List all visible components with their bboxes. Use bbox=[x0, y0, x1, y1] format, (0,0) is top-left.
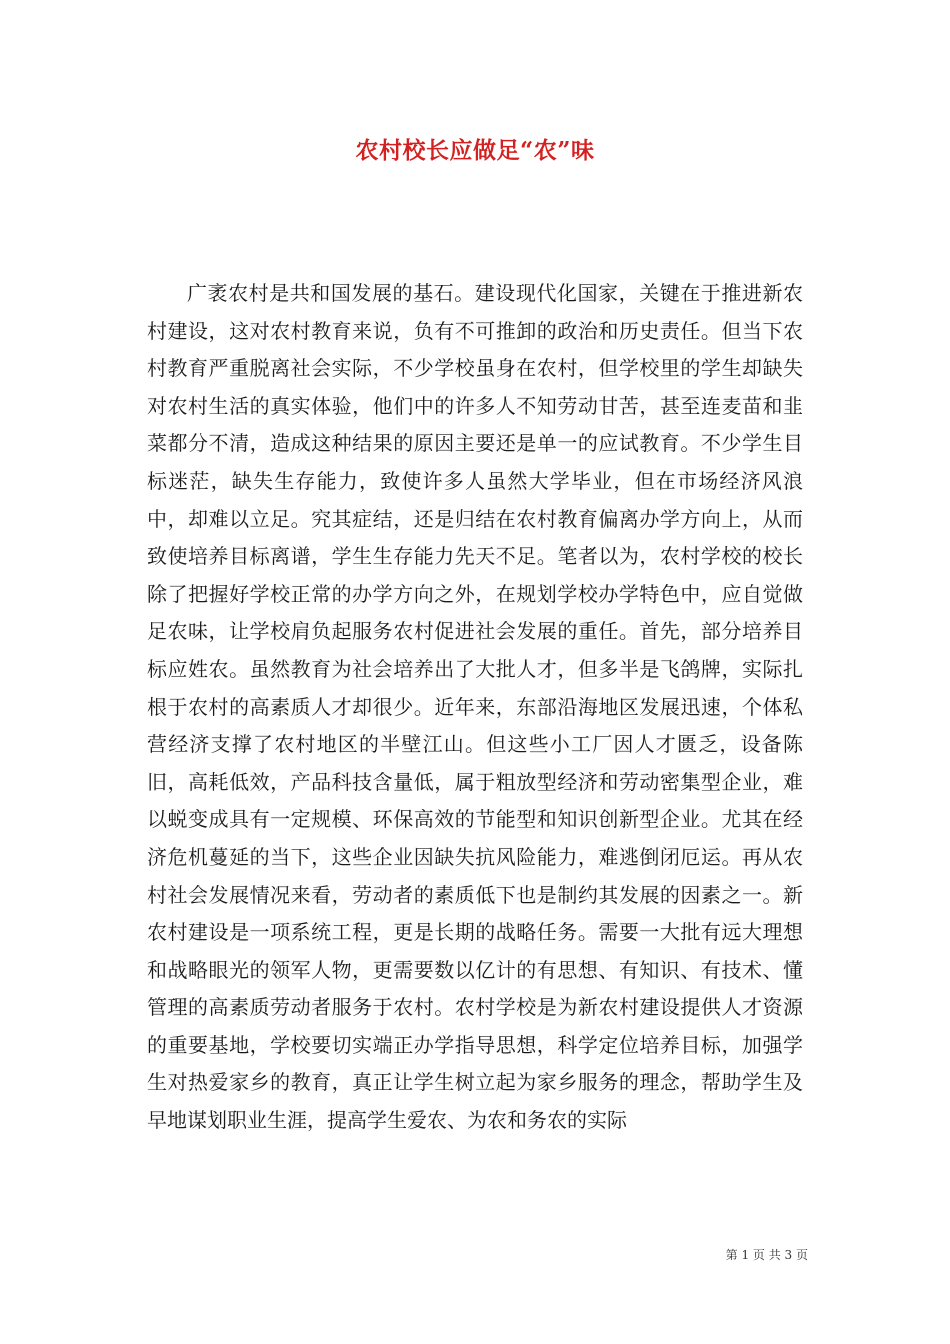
page-number-footer: 第 1 页 共 3 页 bbox=[725, 1248, 808, 1262]
document-body-paragraph: 广袤农村是共和国发展的基石。建设现代化国家，关键在于推进新农村建设，这对农村教育来说，负有不可推卸的政治和历史责任。但当下农村教育严重脱离社会实际，不少学校虽身在农村，但学校里的学生却缺失对农村生活的真实体验，他们中的许多人不知劳动甘苦，甚至连麦苗和韭菜都分不清，造成这种结果的原因主要还是单一的应试教育。不少学生目标迷茫，缺失生存能力，致使许多人虽然大学毕业，但在市场经济风浪中，却难以立足。究其症结，还是归结在农村教育偏离办学方向上，从而致使培养目标离谱，学生生存能力先天不足。笔者以为，农村学校的校长除了把握好学校正常的办学方向之外，在规划学校办学特色中，应自觉做足农味，让学校肩负起服务农村促进社会发展的重任。首先，部分培养目标应姓农。虽然教育为社会培养出了大批人才，但多半是飞鸽牌，实际扎根于农村的高素质人才却很少。近年来，东部沿海地区发展迅速，个体私营经济支撑了农村地区的半壁江山。但这些小工厂因人才匮乏，设备陈旧，高耗低效，产品科技含量低，属于粗放型经济和劳动密集型企业，难以蜕变成具有一定规模、环保高效的节能型和知识创新型企业。尤其在经济危机蔓延的当下，这些企业因缺失抗风险能力，难逃倒闭厄运。再从农村社会发展情况来看，劳动者的素质低下也是制约其发展的因素之一。新农村建设是一项系统工程，更是长期的战略任务。需要一大批有远大理想和战略眼光的领军人物，更需要数以亿计的有思想、有知识、有技术、懂管理的高素质劳动者服务于农村。农村学校是为新农村建设提供人才资源的重要基地，学校要切实端正办学指导思想，科学定位培养目标，加强学生对热爱家乡的教育，真正让学生树立起为家乡服务的理念，帮助学生及早地谋划职业生涯，提高学生爱农、为农和务农的实际 bbox=[147, 281, 803, 1133]
document-title: 农村校长应做足“农”味 bbox=[355, 137, 595, 164]
